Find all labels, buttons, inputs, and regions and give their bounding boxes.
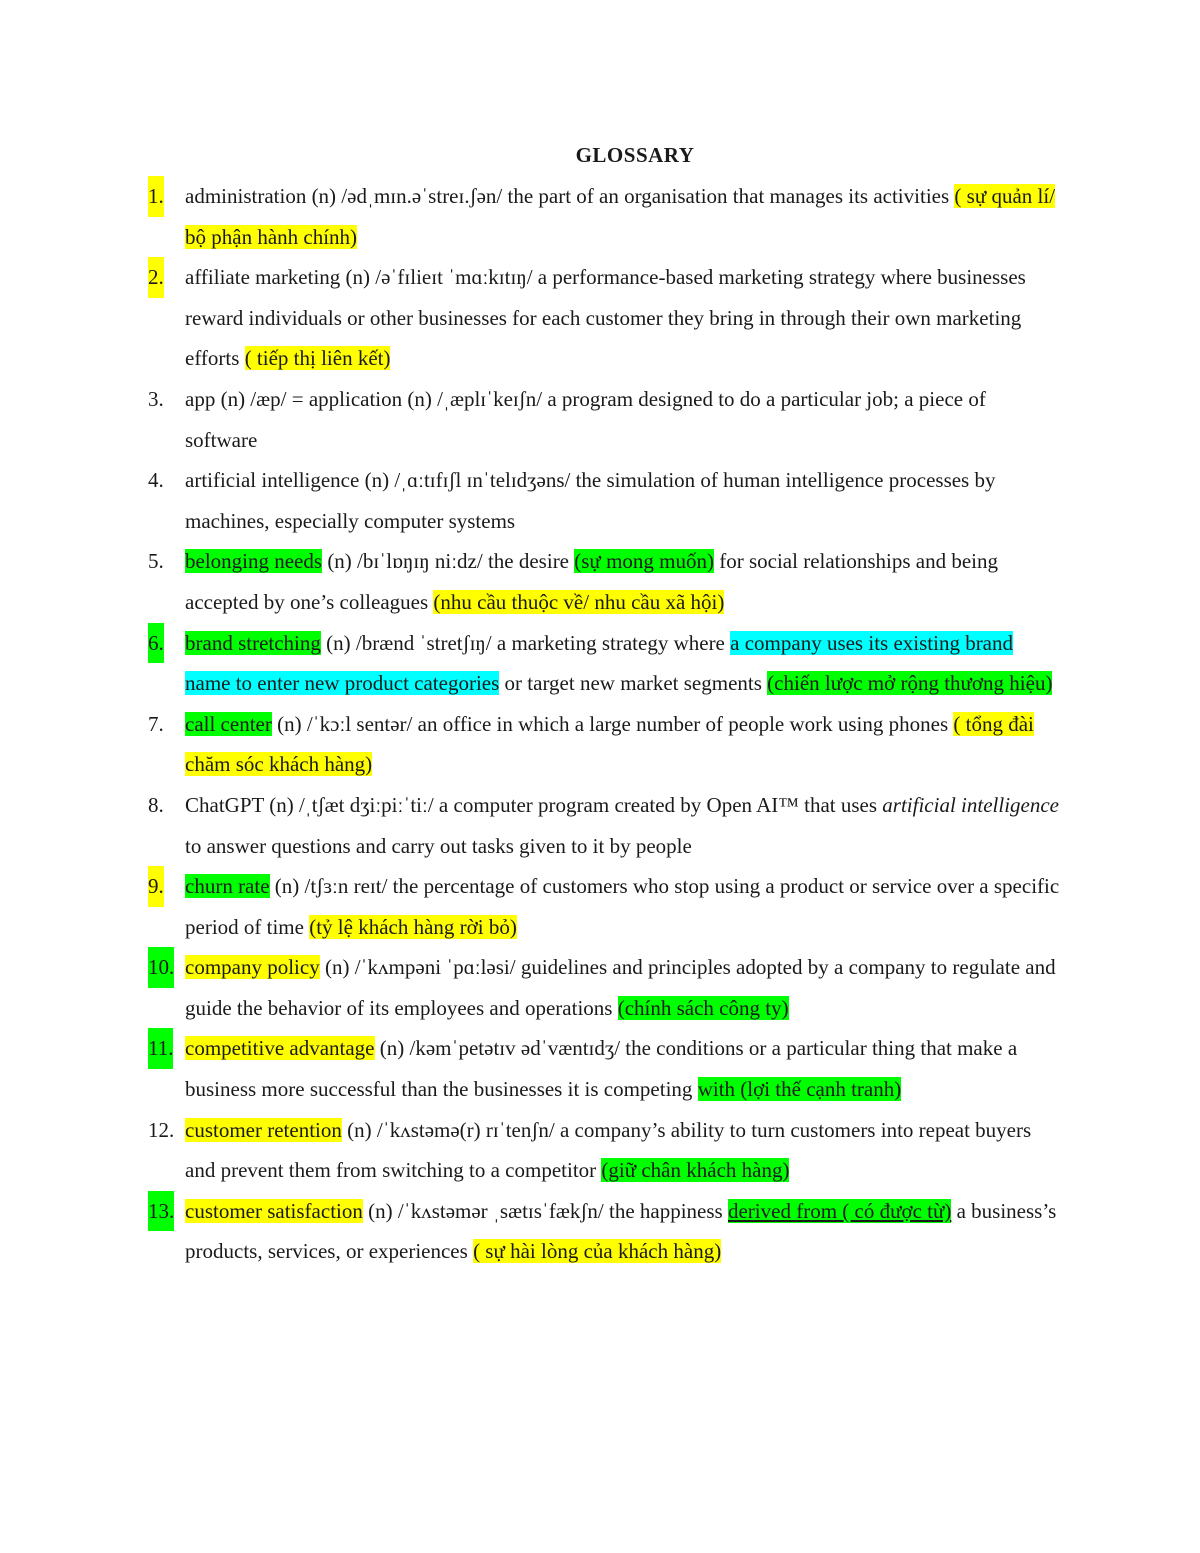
glossary-entry <box>0 947 1200 1028</box>
entry-number: 2. <box>148 257 164 298</box>
entry-text: affiliate marketing (n) /əˈfɪlieɪt ˈmɑːkɪtɪŋ/ a performance-based marketing strategy where businesses reward individuals or other businesses for each customer they bring in through their own marketing efforts <box>185 265 1026 371</box>
glossary-entry <box>0 379 1200 460</box>
highlighted-text: (nhu cầu thuộc về/ nhu cầu xã hội) <box>433 589 725 614</box>
entry-text: (n) /ˈkɔːl sentər/ an office in which a large number of people work using phones <box>271 711 954 736</box>
glossary-entry <box>0 623 1200 704</box>
entry-text: (n) /bɪˈlɒŋɪŋ niːdz/ the desire <box>322 549 575 574</box>
entry-text: (n) /brænd ˈstretʃɪŋ/ a marketing strategy where <box>320 630 731 655</box>
entry-text: artificial intelligence (n) /ˌɑːtɪfɪʃl ɪnˈtelɪdʒəns/ the simulation of human intelligence processes by machines, especially computer systems <box>185 468 996 533</box>
entry-text: artificial intelligence <box>882 792 1059 817</box>
entry-number: 9. <box>148 866 164 907</box>
entry-number: 10. <box>148 947 174 988</box>
highlighted-text: competitive advantage <box>185 1036 375 1061</box>
entry-text: a business’s products, services, or experiences <box>185 1198 1057 1264</box>
highlighted-text: brand stretching <box>185 630 321 655</box>
entry-number: 8. <box>148 792 164 817</box>
highlighted-text: a company uses its existing brand name to enter new product categories <box>185 630 1014 696</box>
highlighted-text: (sự mong muốn) <box>574 549 714 574</box>
glossary-entry <box>0 1028 1200 1109</box>
highlighted-text: (chiến lược mở rộng thương hiệu) <box>767 671 1053 696</box>
entry-number: 5. <box>148 549 164 574</box>
entry-number: 3. <box>148 386 164 411</box>
glossary-list <box>0 176 1200 1272</box>
entry-number: 11. <box>148 1028 173 1069</box>
glossary-entry <box>0 257 1200 379</box>
highlighted-text: ( sự hài lòng của khách hàng) <box>473 1239 722 1264</box>
page-title: GLOSSARY <box>575 143 695 167</box>
highlighted-text: ( sự quản lí/ bộ phận hành chính) <box>185 184 1056 249</box>
entry-number: 13. <box>148 1191 174 1232</box>
entry-text: (n) /ˈkʌmpəni ˈpɑːləsi/ guidelines and principles adopted by a company to regulate and guide the behavior of its employees and operations <box>185 955 1056 1020</box>
highlighted-text: (tỷ lệ khách hàng rời bỏ) <box>309 914 517 939</box>
glossary-entry <box>0 460 1200 541</box>
highlighted-text: company policy <box>185 955 320 980</box>
glossary-entry <box>0 785 1200 866</box>
entry-text: (n) /kəmˈpetətɪv ədˈvæntɪdʒ/ the conditions or a particular thing that make a business more successful than the businesses it is competing <box>185 1036 1018 1102</box>
highlighted-text: customer satisfaction <box>185 1198 363 1223</box>
highlighted-text: derived from ( có được từ) <box>727 1198 952 1223</box>
glossary-entry <box>0 704 1200 785</box>
entry-number: 12. <box>148 1117 175 1142</box>
highlighted-text: with (lợi thế cạnh tranh) <box>697 1077 902 1102</box>
entry-number: 7. <box>148 711 164 736</box>
glossary-entry <box>0 1191 1200 1272</box>
entry-text: ChatGPT (n) /ˌtʃæt dʒiːpiːˈtiː/ a computer program created by Open AI™ that uses <box>185 792 883 817</box>
highlighted-text: (chính sách công ty) <box>617 995 789 1020</box>
entry-text: (n) /tʃɜːn reɪt/ the percentage of customers who stop using a product or service over a specific period of time <box>185 874 1060 939</box>
entry-number: 1. <box>148 176 164 217</box>
highlighted-text: customer retention <box>185 1117 342 1142</box>
highlighted-text: call center <box>185 711 272 736</box>
entry-text: (n) /ˈkʌstəmər ˌsætɪsˈfækʃn/ the happiness <box>362 1198 728 1223</box>
entry-text: administration (n) /ədˌmɪn.əˈstreɪ.ʃən/ the part of an organisation that manages its activities <box>185 184 955 208</box>
glossary-entry <box>0 541 1200 622</box>
entry-text: (n) /ˈkʌstəmə(r) rɪˈtenʃn/ a company’s ability to turn customers into repeat buyers and prevent them from switching to a competitor <box>185 1117 1032 1183</box>
entry-text: app (n) /æp/ = application (n) /ˌæplɪˈkeɪʃn/ a program designed to do a particular job; a piece of software <box>185 386 986 452</box>
highlighted-text: (giữ chân khách hàng) <box>601 1158 790 1183</box>
entry-text: for social relationships and being accepted by one’s colleagues <box>185 549 998 614</box>
highlighted-text: churn rate <box>185 874 270 899</box>
highlighted-text: belonging needs <box>185 549 323 574</box>
highlighted-text: ( tiếp thị liên kết) <box>244 346 391 371</box>
glossary-entry <box>0 1110 1200 1191</box>
entry-text: or target new market segments <box>499 671 768 696</box>
glossary-entry <box>0 176 1200 257</box>
entry-text: to answer questions and carry out tasks given to it by people <box>185 833 692 858</box>
glossary-entry <box>0 866 1200 947</box>
entry-number: 6. <box>148 623 164 664</box>
entry-number: 4. <box>148 468 164 493</box>
highlighted-text: ( tổng đài chăm sóc khách hàng) <box>185 711 1034 777</box>
